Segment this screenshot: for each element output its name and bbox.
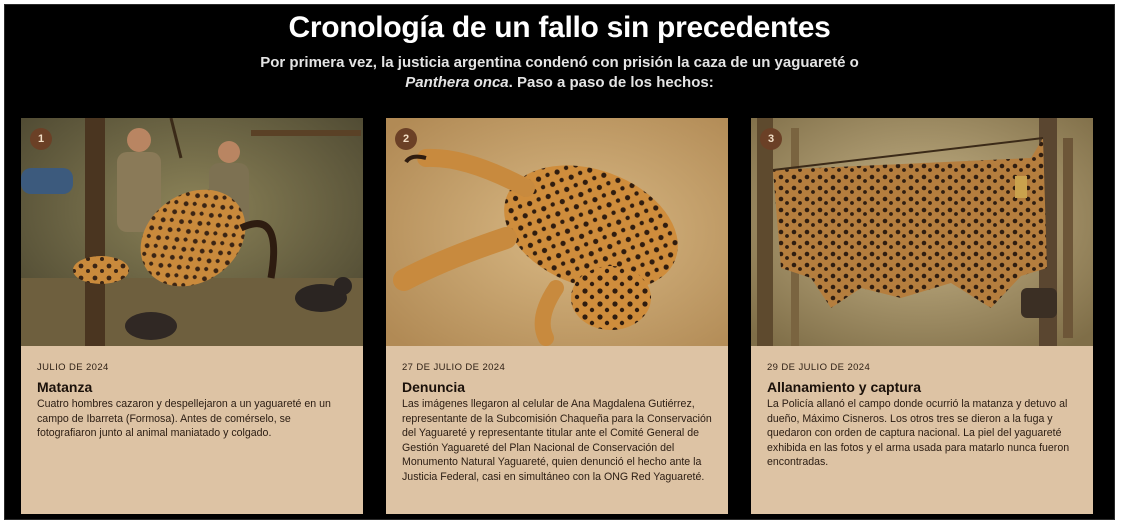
step-number-badge: 1 — [30, 128, 52, 150]
card-title: Allanamiento y captura — [767, 379, 922, 395]
timeline-card-1 — [21, 118, 363, 514]
page-title: Cronología de un fallo sin precedentes — [288, 11, 831, 44]
illustration-jaguar-skin — [751, 118, 1093, 346]
step-number-badge: 2 — [395, 128, 417, 150]
timeline-card-2 — [386, 118, 728, 514]
subtitle-species: Panthera onca — [405, 74, 509, 91]
illustration-lying-jaguar — [386, 118, 728, 346]
card-text: La Policía allanó el campo donde ocurrió la matanza y detuvo al dueño, Máximo Cisneros. Los otros tres se dieron a la fuga y quedaron con orden de captura nacional. La piel del yaguareté exhibida en las fotos y el arma usada para matarlo nunca fueron encontradas. — [767, 398, 1070, 468]
illustration-hanging-jaguar — [21, 118, 363, 346]
card-text: Las imágenes llegaron al celular de Ana Magdalena Gutiérrez, representante de la Subcomisión Chaqueña para la Conservación del Yaguareté y representante titular ante el Comité General de Gestión Yaguareté del Plan Nacional de Conservación del Monumento Natural Yaguareté, quien denunció el hecho ante la Justicia Federal, casi en simultáneo con la ONG Red Yaguareté. — [402, 398, 712, 483]
subtitle-text: Por primera vez, la justicia argentina condenó con prisión la caza de un yaguareté o — [260, 54, 859, 71]
card-date: 29 DE JULIO DE 2024 — [767, 362, 871, 373]
timeline-card-3 — [751, 118, 1093, 514]
card-title: Matanza — [37, 379, 93, 395]
subtitle-end: . Paso a paso de los hechos: — [508, 74, 714, 91]
card-title: Denuncia — [402, 379, 466, 395]
card-text: Cuatro hombres cazaron y despellejaron a un yaguareté en un campo de Ibarreta (Formosa). Antes de comérselo, se fotografiaron junto al animal maniatado y colgado. — [37, 398, 331, 439]
card-date: JULIO DE 2024 — [37, 362, 109, 373]
infographic-frame — [4, 4, 1115, 520]
card-date: 27 DE JULIO DE 2024 — [402, 362, 506, 373]
step-number-badge: 3 — [760, 128, 782, 150]
page-subtitle — [205, 53, 914, 93]
